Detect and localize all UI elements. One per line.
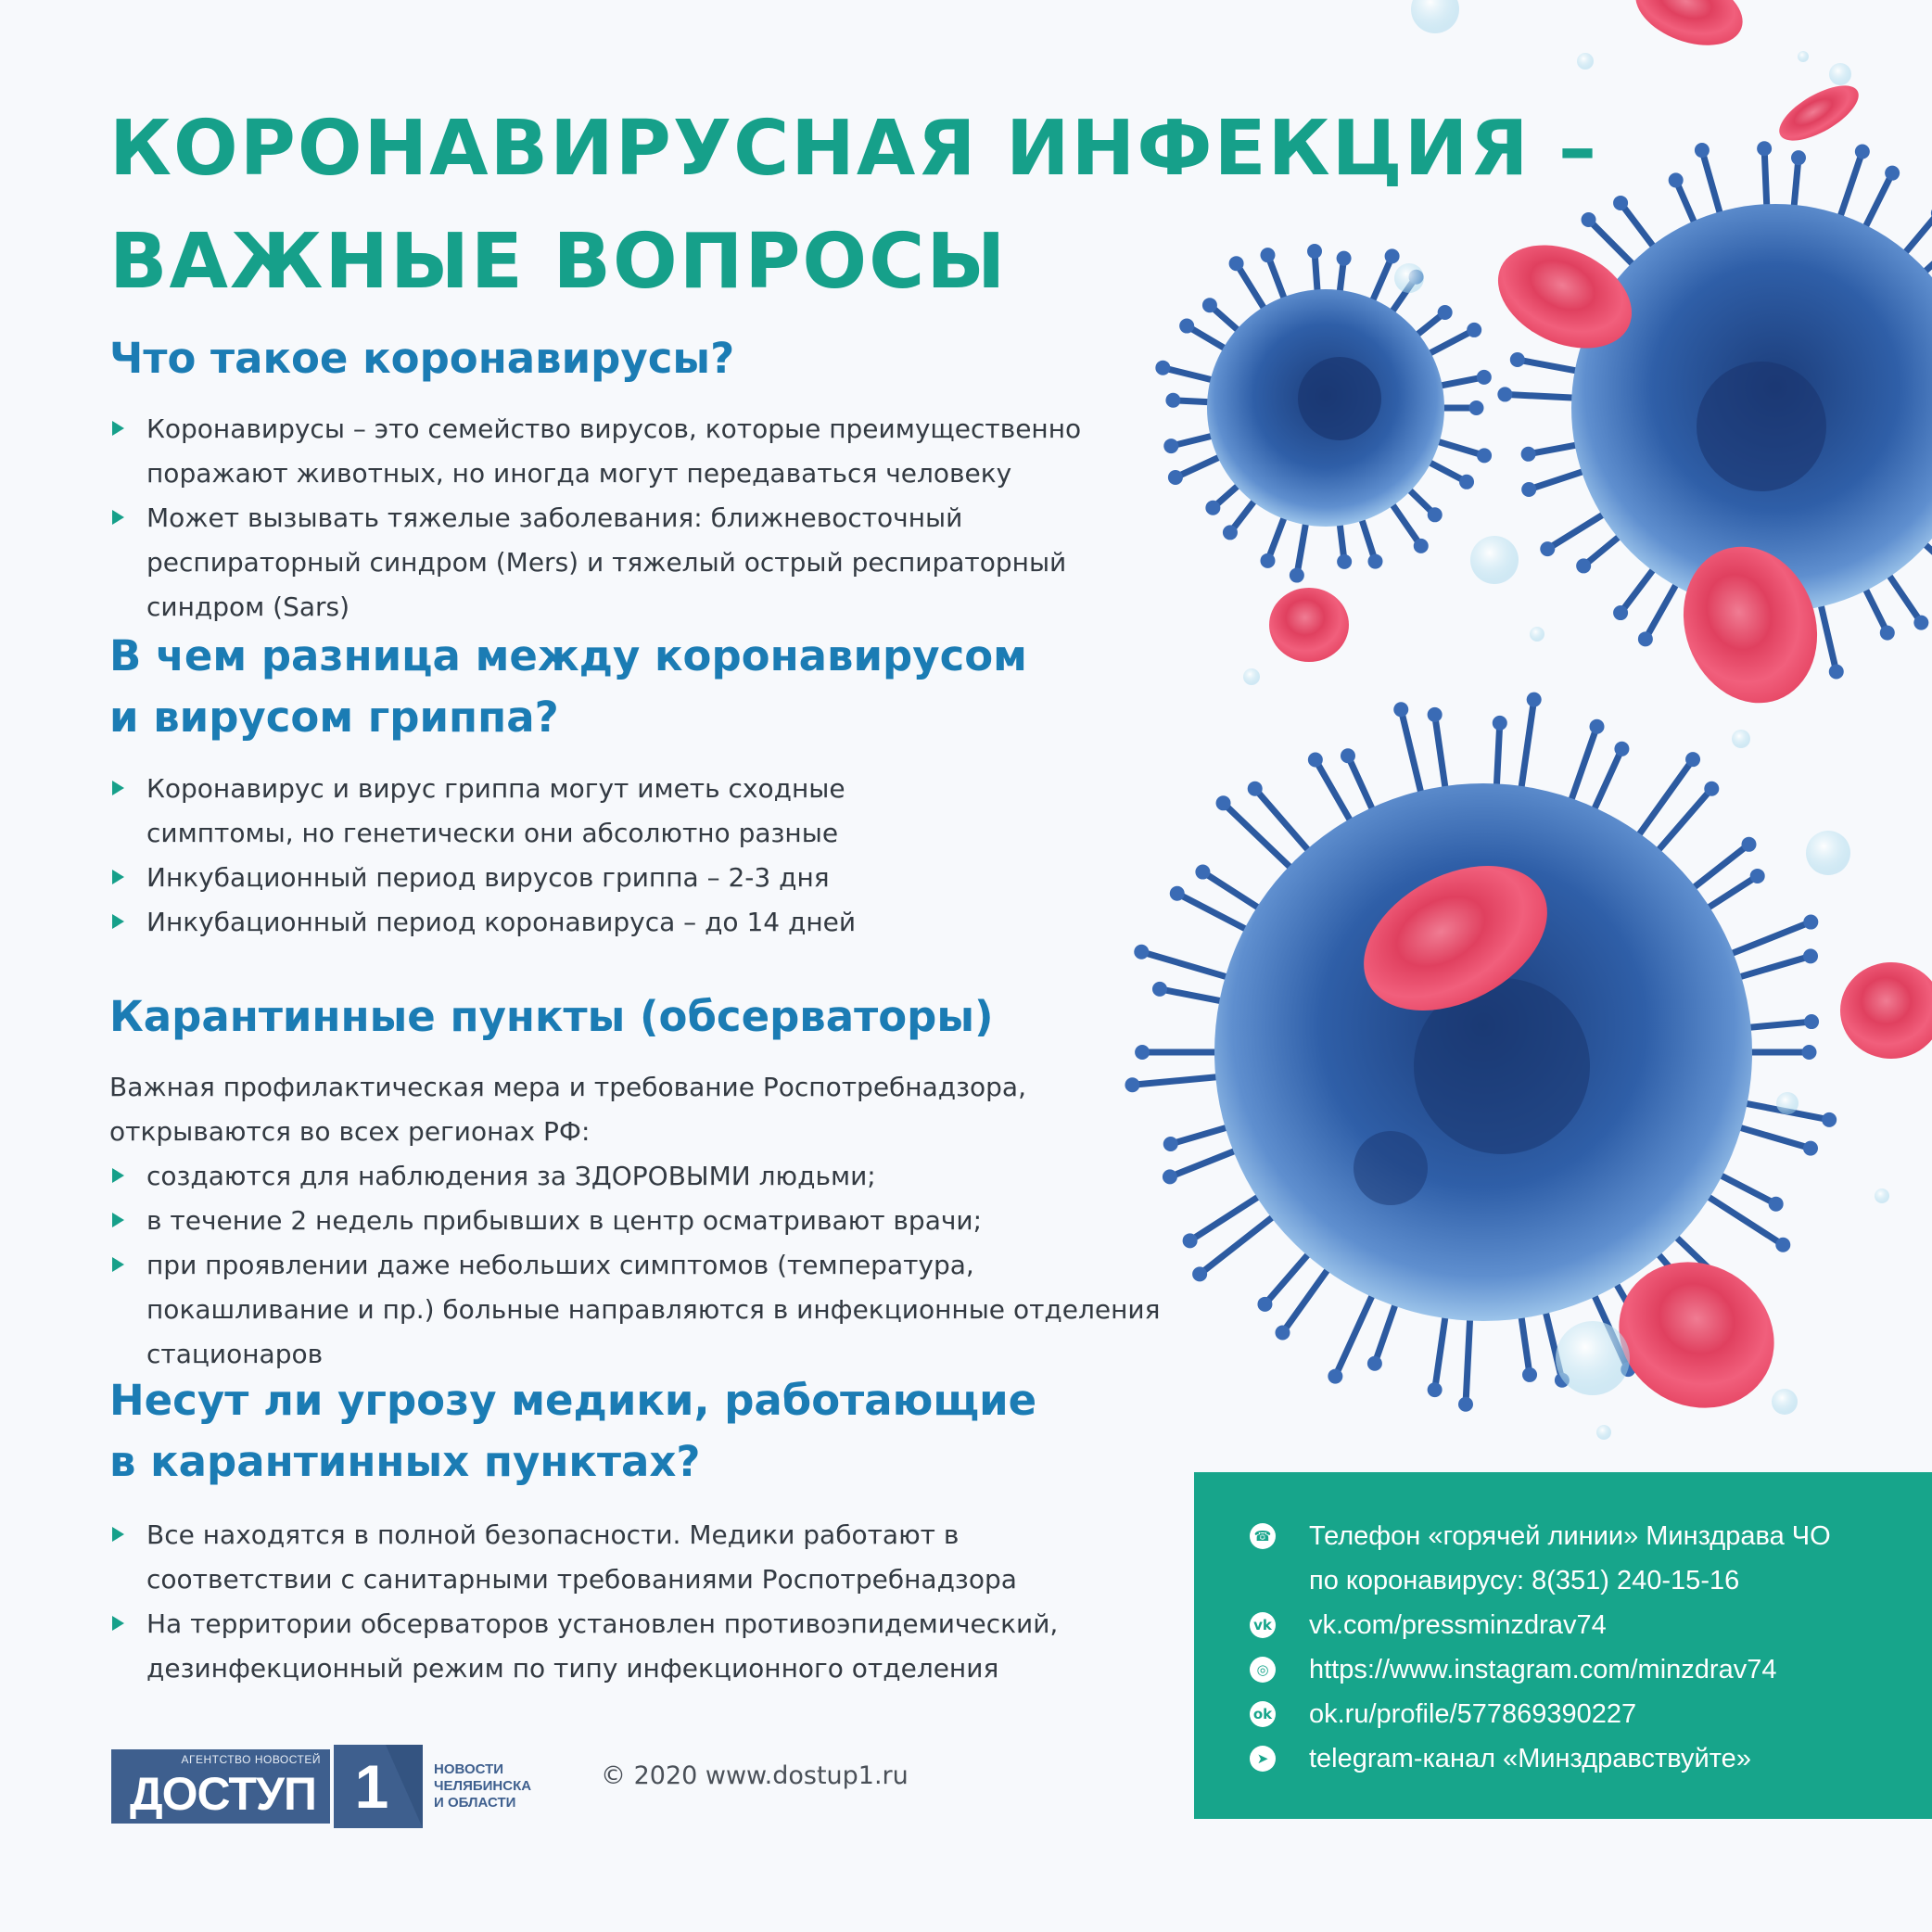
section-what-are-coronaviruses bbox=[109, 407, 1176, 629]
bullet-list bbox=[109, 1513, 1176, 1691]
section-heading-quarantine-points: Карантинные пункты (обсерваторы) bbox=[109, 992, 994, 1041]
virus-spike-tip bbox=[1428, 707, 1443, 722]
virus-spike bbox=[1375, 1299, 1397, 1363]
instagram-icon: ◎ bbox=[1250, 1657, 1276, 1683]
triangle-bullet-icon bbox=[112, 870, 124, 884]
virus-spike-tip bbox=[1885, 166, 1900, 181]
list-item: На территории обсерваторов установлен противоэпидемический, дезинфекционный режим по типу инфекционного отделения bbox=[109, 1602, 1176, 1691]
dostup1-logo[interactable] bbox=[111, 1745, 531, 1828]
virus-spike-tip bbox=[1477, 370, 1492, 385]
virus-spike bbox=[1547, 512, 1608, 550]
virus-spike-tip bbox=[1428, 507, 1443, 522]
triangle-bullet-icon bbox=[112, 1527, 124, 1542]
virus-spike-tip bbox=[1459, 475, 1474, 489]
triangle-bullet-icon bbox=[112, 781, 124, 795]
virus-spike-tip bbox=[1337, 554, 1352, 569]
virus-spike-tip bbox=[1341, 748, 1355, 763]
triangle-bullet-icon bbox=[112, 1257, 124, 1272]
virus-spike-tip bbox=[1223, 525, 1238, 540]
virus-spike bbox=[1432, 440, 1484, 456]
virus-spike-tip bbox=[1669, 172, 1684, 187]
virus-spike-tip bbox=[1152, 982, 1167, 997]
virus-spike-tip bbox=[1183, 1233, 1198, 1248]
virus-spike-tip bbox=[1367, 554, 1382, 569]
virus-spike bbox=[1466, 1314, 1470, 1405]
virus-spike bbox=[1200, 1214, 1277, 1275]
list-item: при проявлении даже небольших симптомов (температура, покашливание и пр.) больные направляются в инфекционные отделения стационаров bbox=[109, 1243, 1176, 1377]
virus-spike-tip bbox=[1590, 719, 1605, 734]
virus-spike-tip bbox=[1704, 782, 1719, 796]
virus-spike bbox=[1435, 1311, 1446, 1390]
virus-spike-tip bbox=[1803, 915, 1818, 930]
virus-spike bbox=[1735, 956, 1811, 978]
virus-spike-tip bbox=[1880, 626, 1895, 641]
virus-spike-tip bbox=[1695, 143, 1710, 158]
virus-spike-tip bbox=[1769, 1197, 1784, 1212]
virus-spike bbox=[1520, 1311, 1530, 1375]
virus-spike-tip bbox=[1804, 1014, 1819, 1029]
virus-spike-tip bbox=[1257, 1297, 1272, 1312]
virus-spike-tip bbox=[1493, 716, 1507, 731]
triangle-bullet-icon bbox=[112, 1168, 124, 1183]
list-item: создаются для наблюдения за ЗДОРОВЫМИ людьми; bbox=[109, 1154, 1176, 1199]
virus-spike bbox=[1424, 330, 1474, 356]
page-title bbox=[109, 93, 1598, 319]
virus-spike-tip bbox=[1829, 664, 1844, 679]
virus-spike bbox=[1592, 749, 1621, 815]
virus-spike-tip bbox=[1576, 558, 1591, 573]
virus-spike-tip bbox=[1155, 361, 1170, 375]
virus-spike bbox=[1703, 876, 1757, 911]
virus-spike bbox=[1901, 213, 1932, 258]
virus-spike bbox=[1316, 760, 1354, 826]
virus-spike-tip bbox=[1458, 1397, 1473, 1412]
virus-spike bbox=[1360, 514, 1376, 561]
vk-icon: vk bbox=[1250, 1612, 1276, 1638]
virus-spike-tip bbox=[1521, 447, 1536, 462]
virus-spike-tip bbox=[1192, 1266, 1207, 1281]
section-heading-what-are-coronaviruses: Что такое коронавирусы? bbox=[109, 334, 735, 383]
section-quarantine-points bbox=[109, 1065, 1176, 1377]
phone-icon: ☎ bbox=[1250, 1523, 1276, 1549]
virus-spike bbox=[1529, 444, 1582, 454]
virus-spike-tip bbox=[1135, 1045, 1150, 1060]
title-line-2: ВАЖНЫЕ ВОПРОСЫ bbox=[109, 218, 1008, 306]
virus-spike bbox=[1646, 579, 1679, 640]
virus-spike bbox=[1570, 727, 1597, 806]
virus-spike-tip bbox=[1822, 1112, 1837, 1127]
virus-spike bbox=[1435, 377, 1484, 387]
virus-spike-tip bbox=[1757, 141, 1772, 156]
virus-spike bbox=[1838, 151, 1862, 222]
virus-spike-tip bbox=[1685, 752, 1700, 767]
virus-spike bbox=[1862, 173, 1892, 233]
virus-spike bbox=[1676, 180, 1697, 227]
virus-spike bbox=[1764, 148, 1767, 211]
logo-number: 1 bbox=[334, 1745, 423, 1828]
virus-spike bbox=[1529, 470, 1589, 489]
virus-spike bbox=[1163, 368, 1217, 382]
virus-spike bbox=[1141, 952, 1232, 979]
list-item: Инкубационный период коронавируса – до 14 дней bbox=[109, 900, 1036, 945]
odnoklassniki-icon: ok bbox=[1250, 1701, 1276, 1727]
virus-spike bbox=[1715, 1173, 1775, 1204]
virus-spike-tip bbox=[1742, 837, 1757, 852]
virus-large bbox=[1214, 783, 1752, 1321]
virus-spike bbox=[1621, 203, 1657, 251]
contact-odnoklassniki-link[interactable]: ok ok.ru/profile/577869390227 bbox=[1250, 1692, 1895, 1736]
virus-spike-tip bbox=[1855, 144, 1870, 159]
virus-spike-tip bbox=[1469, 400, 1484, 415]
triangle-bullet-icon bbox=[112, 421, 124, 436]
virus-spike bbox=[1886, 570, 1921, 622]
virus-spike bbox=[1187, 326, 1230, 351]
virus-spike-tip bbox=[1477, 448, 1492, 463]
virus-spike bbox=[1583, 533, 1623, 566]
section-difference-flu bbox=[109, 767, 1036, 945]
triangle-bullet-icon bbox=[112, 1616, 124, 1631]
virus-spike-tip bbox=[1613, 605, 1628, 620]
virus-spike-tip bbox=[1527, 693, 1542, 707]
virus-spike-tip bbox=[1290, 568, 1304, 583]
virus-spike bbox=[1621, 565, 1657, 613]
virus-spike-tip bbox=[1510, 352, 1525, 367]
virus-spike-tip bbox=[1393, 702, 1408, 717]
list-item: Все находятся в полной безопасности. Медики работают в соответствии с санитарными требованиями Роспотребнадзора bbox=[109, 1513, 1176, 1602]
virus-spike-tip bbox=[1165, 393, 1180, 408]
triangle-bullet-icon bbox=[112, 510, 124, 525]
virus-spike bbox=[1744, 1022, 1811, 1028]
section-intro: Важная профилактическая мера и требование Роспотребнадзора, открываются во всех регионах РФ: bbox=[109, 1072, 1026, 1147]
virus-spike bbox=[1435, 715, 1446, 794]
contact-vk-link[interactable]: vk vk.com/pressminzdrav74 bbox=[1250, 1603, 1895, 1647]
triangle-bullet-icon bbox=[112, 914, 124, 929]
virus-spike-tip bbox=[1522, 1367, 1537, 1382]
copyright-text: © 2020 www.dostup1.ru bbox=[601, 1761, 909, 1790]
virus-spike bbox=[1202, 872, 1263, 911]
contact-instagram-link[interactable]: ◎ https://www.instagram.com/minzdrav74 bbox=[1250, 1647, 1895, 1692]
telegram-icon: ➤ bbox=[1250, 1746, 1276, 1772]
section-heading-medics-threat: Несут ли угрозу медики, работающие в карантинных пунктах? bbox=[109, 1376, 1037, 1486]
virus-spike-tip bbox=[1367, 1356, 1382, 1371]
virus-spike bbox=[1862, 584, 1887, 633]
section-medics-threat bbox=[109, 1513, 1176, 1691]
virus-spike-tip bbox=[1179, 319, 1194, 334]
virus-spike bbox=[1224, 803, 1295, 871]
virus-spike-tip bbox=[1195, 865, 1210, 880]
virus-spike-tip bbox=[1913, 616, 1928, 630]
virus-spike-tip bbox=[1775, 1238, 1790, 1252]
virus-spike bbox=[1267, 512, 1286, 561]
virus-spike bbox=[1735, 1125, 1811, 1148]
virus-spike-tip bbox=[1467, 323, 1481, 337]
virus-spike bbox=[1348, 756, 1375, 814]
virus-spike-tip bbox=[1638, 631, 1653, 646]
contact-telegram-link[interactable]: ➤ telegram-канал «Минздравствуйте» bbox=[1250, 1736, 1895, 1781]
contact-hotline: ☎ Телефон «горячей линии» Минздрава ЧО по коронавирусу: 8(351) 240-15-16 bbox=[1250, 1514, 1895, 1603]
logo-mark bbox=[111, 1745, 423, 1828]
virus-spike-tip bbox=[1791, 150, 1806, 165]
virus-spike-tip bbox=[1205, 501, 1220, 515]
virus-spike-tip bbox=[1134, 945, 1149, 960]
virus-spike bbox=[1170, 1149, 1240, 1176]
virus-spike-tip bbox=[1428, 1382, 1443, 1397]
virus-spike-tip bbox=[1614, 742, 1629, 756]
virus-spike bbox=[1401, 709, 1422, 797]
virus-spike bbox=[1496, 723, 1500, 792]
list-item: Может вызывать тяжелые заболевания: ближневосточный респираторный синдром (Mers) и тяжелый острый респираторный синдром (Sars) bbox=[109, 496, 1176, 629]
virus-spike bbox=[1726, 922, 1811, 956]
virus-spike bbox=[1635, 759, 1693, 840]
virus-spike-tip bbox=[1803, 948, 1818, 963]
virus-spike bbox=[1794, 158, 1799, 212]
triangle-bullet-icon bbox=[112, 1213, 124, 1227]
list-item: в течение 2 недель прибывших в центр осматривают врачи; bbox=[109, 1199, 1176, 1243]
bullet-list bbox=[109, 767, 1036, 945]
contacts-panel bbox=[1194, 1472, 1932, 1819]
virus-spike-tip bbox=[1497, 387, 1512, 401]
virus-spike-tip bbox=[1803, 1141, 1818, 1156]
virus-spike-tip bbox=[1275, 1326, 1290, 1341]
title-line-1: КОРОНАВИРУСНАЯ ИНФЕКЦИЯ – bbox=[109, 105, 1599, 193]
virus-spike-tip bbox=[1540, 541, 1555, 556]
virus-spike bbox=[1702, 150, 1722, 219]
virus-spike-tip bbox=[1750, 869, 1765, 883]
virus-spike bbox=[1820, 600, 1837, 672]
virus-spike bbox=[1160, 989, 1227, 1002]
virus-spike-tip bbox=[1248, 782, 1263, 796]
virus-spike-tip bbox=[1170, 886, 1185, 901]
virus-spike-tip bbox=[1328, 1369, 1342, 1384]
bullet-list bbox=[109, 1154, 1176, 1377]
virus-spike bbox=[1389, 500, 1421, 546]
list-item: Коронавирус и вирус гриппа могут иметь сходные симптомы, но генетически они абсолютно разные bbox=[109, 767, 1036, 856]
bullet-list bbox=[109, 407, 1176, 629]
list-item: Коронавирусы – это семейство вирусов, которые преимущественно поражают животных, но иногда могут передаваться человеку bbox=[109, 407, 1176, 496]
virus-spike bbox=[1520, 700, 1534, 794]
logo-caption: НОВОСТИ ЧЕЛЯБИНСКА И ОБЛАСТИ bbox=[434, 1761, 532, 1811]
virus-spike-tip bbox=[1521, 482, 1536, 497]
list-item: Инкубационный период вирусов гриппа – 2-3 дня bbox=[109, 856, 1036, 900]
section-heading-difference-flu: В чем разница между коронавирусом и вирусом гриппа? bbox=[109, 631, 1027, 742]
virus-spike bbox=[1171, 1125, 1233, 1144]
virus-spike-tip bbox=[1260, 553, 1275, 568]
virus-spike bbox=[1297, 517, 1307, 575]
virus-spike bbox=[1505, 394, 1579, 398]
virus-small bbox=[1207, 289, 1444, 527]
virus-spike-tip bbox=[1216, 795, 1231, 810]
virus-spike-tip bbox=[1802, 1045, 1817, 1060]
virus-spike-tip bbox=[1414, 539, 1429, 553]
virus-spike-tip bbox=[1613, 196, 1628, 210]
virus-spike bbox=[1176, 454, 1225, 477]
logo-wordmark: АГЕНТСТВО НОВОСТЕЙ ДОСТУП bbox=[111, 1749, 330, 1824]
virus-spike-tip bbox=[1308, 753, 1323, 768]
virus-spike bbox=[1518, 360, 1582, 372]
